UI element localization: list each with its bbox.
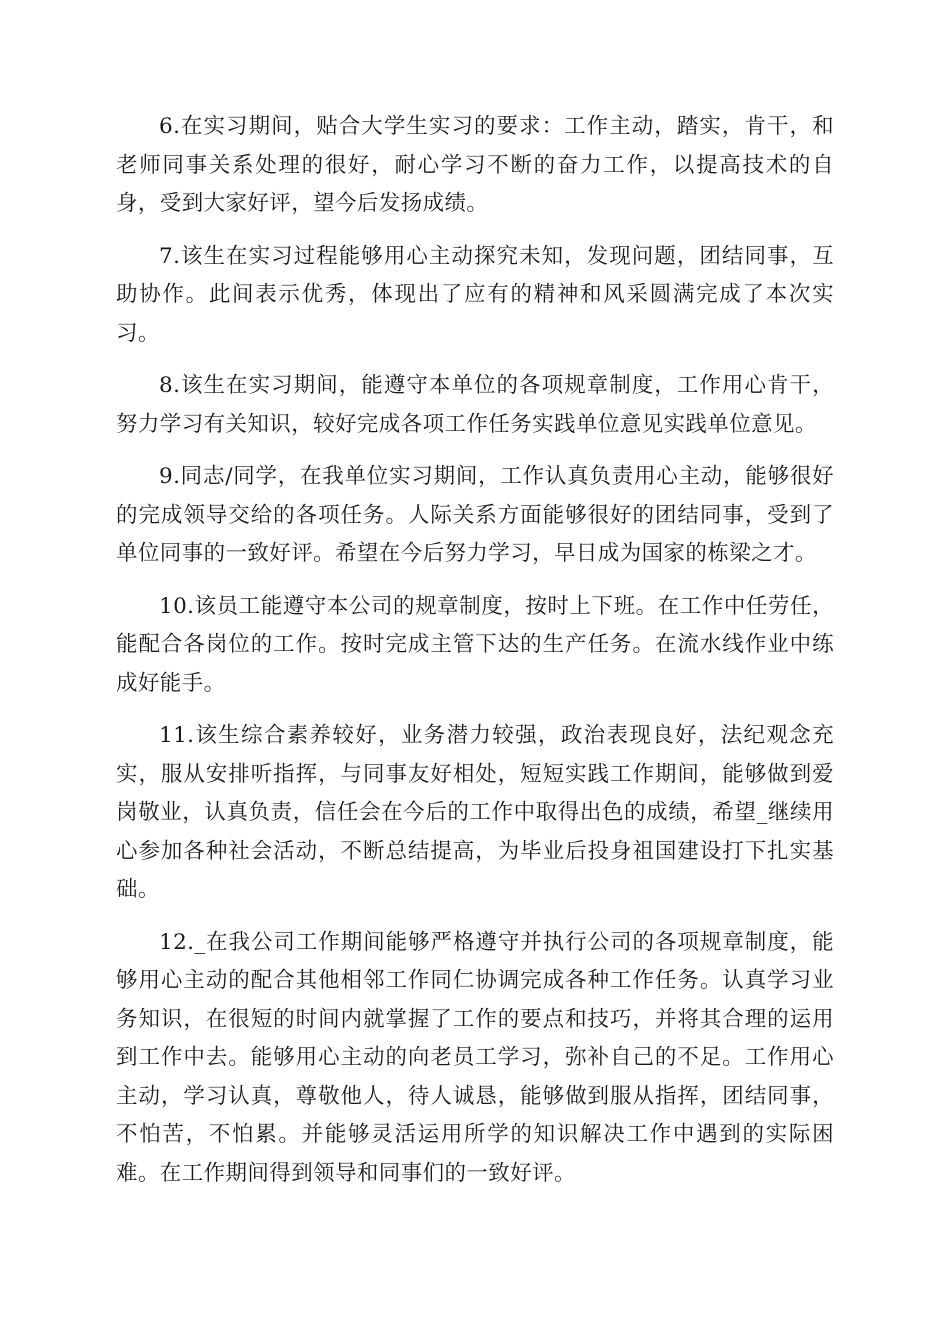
paragraph-8: 8.该生在实习期间，能遵守本单位的各项规章制度，工作用心肯干，努力学习有关知识，较好完成各项工作任务实践单位意见实践单位意见。	[116, 373, 834, 437]
document-body	[116, 108, 834, 1207]
paragraph-11: 11.该生综合素养较好，业务潜力较强，政治表现良好，法纪观念充实，服从安排听指挥，与同事友好相处，短短实践工作期间，能够做到爱岗敬业，认真负责，信任会在今后的工作中取得出色的成绩，希望_继续用心参加各种社会活动，不断总结提高，为毕业后投身祖国建设打下扎实基础。	[116, 723, 834, 902]
paragraph-7: 7.该生在实习过程能够用心主动探究未知，发现问题，团结同事，互助协作。此间表示优秀，体现出了应有的精神和风采圆满完成了本次实习。	[116, 243, 834, 346]
paragraph-12: 12._在我公司工作期间能够严格遵守并执行公司的各项规章制度，能够用心主动的配合其他相邻工作同仁协调完成各种工作任务。认真学习业务知识，在很短的时间内就掌握了工作的要点和技巧，并将其合理的运用到工作中去。能够用心主动的向老员工学习，弥补自己的不足。工作用心主动，学习认真，尊敬他人，待人诚恳，能够做到服从指挥，团结同事，不怕苦，不怕累。并能够灵活运用所学的知识解决工作中遇到的实际困难。在工作期间得到领导和同事们的一致好评。	[116, 929, 834, 1186]
paragraph-9: 9.同志/同学，在我单位实习期间，工作认真负责用心主动，能够很好的完成领导交给的各项任务。人际关系方面能够很好的团结同事，受到了单位同事的一致好评。希望在今后努力学习，早日成为国家的栋梁之才。	[116, 464, 834, 566]
paragraph-10: 10.该员工能遵守本公司的规章制度，按时上下班。在工作中任劳任，能配合各岗位的工作。按时完成主管下达的生产任务。在流水线作业中练成好能手。	[116, 593, 834, 696]
paragraph-6: 6.在实习期间，贴合大学生实习的要求：工作主动，踏实，肯干，和老师同事关系处理的很好，耐心学习不断的奋力工作，以提高技术的自身，受到大家好评，望今后发扬成绩。	[116, 114, 834, 216]
